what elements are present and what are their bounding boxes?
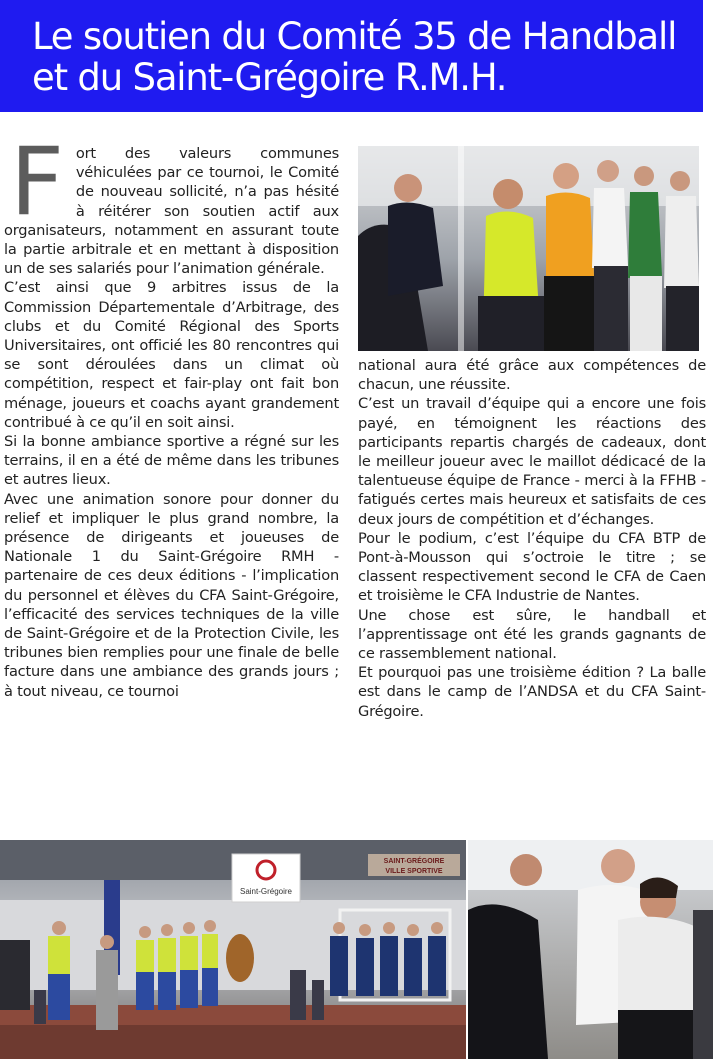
photo-team-lineup — [0, 840, 466, 1059]
paragraph-animation: Avec une animation sonore pour donner du relief et impliquer le plus grand nombre, la présence de dirigeants et joueuses de Nationale 1 du Saint-Grégoire RMH - partenaire de ces deux éditions - l’implication du personnel et élèves du CFA Saint-Grégoire, l’efficacité des services techniques de la ville de Saint-Grégoire et de la Protection Civile, les tribunes bien remplies pour une finale de belle facture dans une ambiance des grands jours ; à tout niveau, ce tournoi — [4, 490, 339, 700]
sponsor-banner-text: Saint-Grégoire — [239, 887, 293, 896]
photo-celebration — [468, 840, 713, 1059]
paragraph-podium: Pour le podium, c’est l’équipe du CFA BTP de Pont-à-Mousson qui s’octroie le titre ; se classent respectivement second le CFA de Caen et troisième le CFA Industrie de Nantes. — [358, 529, 706, 605]
paragraph-conclusion: Une chose est sûre, le handball et l’apprentissage ont été les grands gagnants de ce rassemblement national. — [358, 606, 706, 663]
paragraph-referees: C’est ainsi que 9 arbitres issus de la Commission Départementale d’Arbitrage, des clubs et du Comité Régional des Sports Universitaires, ont officié les 80 rencontres qui se sont déroulées dans un climat où compétition, respect et fair-play ont fait bon ménage, joueurs et coachs ayant grandement contribué à ce qu’il en soit ainsi. — [4, 279, 339, 431]
article-column-right — [358, 356, 706, 721]
court-banner-line-1: SAINT-GRÉGOIRE — [383, 858, 445, 865]
article-title — [32, 16, 692, 98]
title-line-2: et du Saint-Grégoire R.M.H. — [32, 56, 507, 99]
paragraph-teamwork: C’est un travail d’équipe qui a encore une fois payé, en témoignent les réactions des participants repartis chargés de cadeaux, dont le meilleur joueur avec le maillot dédicacé de la talentueuse équipe de France - merci à la FFHB - fatigués certes mais heureux et satisfaits de ces deux jours de compétition et d’échanges. — [358, 395, 706, 528]
paragraph-intro: Fort des valeurs communes véhiculées par ce tournoi, le Comité de nouveau sollicité, n’a pas hésité à réitérer son soutien actif aux organisateurs, notamment en assurant toute la partie arbitrale et en mettant à disposition un de ses salariés pour l’animation générale. — [4, 128, 339, 278]
article-column-left — [4, 128, 339, 701]
photo-handshake-line — [358, 146, 699, 351]
paragraph-next-edition: Et pourquoi pas une troisième édition ? La balle est dans le camp de l’ANDSA et du CFA Saint-Grégoire. — [358, 664, 706, 720]
title-line-1: Le soutien du Comité 35 de Handball — [32, 15, 677, 58]
drop-cap: F — [10, 128, 64, 237]
paragraph-ambiance: Si la bonne ambiance sportive a régné sur les terrains, il en a été de même dans les tribunes et autres lieux. — [4, 433, 339, 489]
paragraph-continuation: national aura été grâce aux compétences de chacun, une réussite. — [358, 357, 706, 394]
court-banner-line-2: VILLE SPORTIVE — [385, 868, 443, 875]
title-banner — [0, 0, 703, 112]
